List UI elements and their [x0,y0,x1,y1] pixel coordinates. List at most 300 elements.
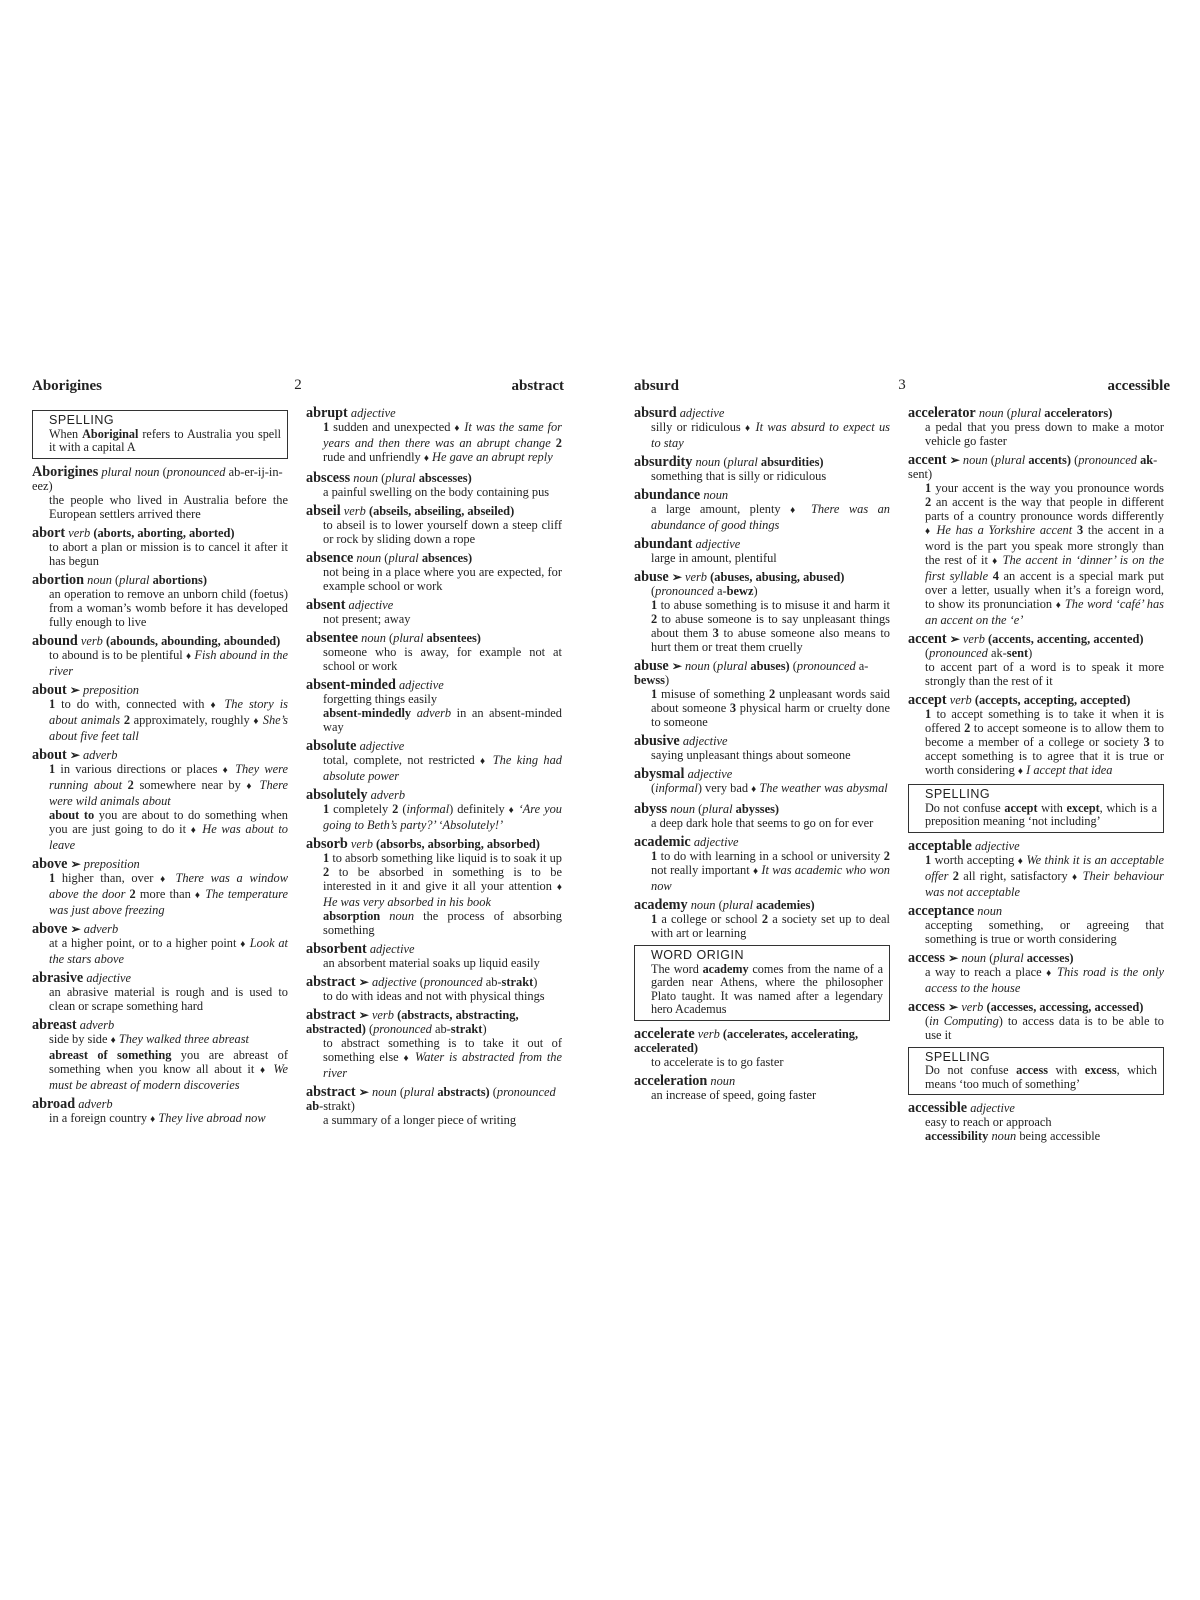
box-keyword: academy [702,961,749,976]
entry-acceptance [908,904,1164,946]
headword: abscess [306,470,351,486]
part-of-speech: adjective [682,734,728,748]
part-of-speech: preposition [82,682,139,697]
definition: an operation to remove an unborn child (foetus) from a woman’s womb before it has developed fully enough to live [49,586,288,629]
part-of-speech: adjective [86,970,132,985]
column-1 [32,406,288,1132]
sense-number: 1 [49,870,56,885]
headword: about [32,746,67,763]
pronunciation-stress: ak [1140,453,1154,467]
inflection-label: plural [119,572,150,587]
diamond-icon: ♦ [194,889,202,901]
definition-text: worth accepting [931,852,1018,867]
headword: abysmal [634,766,685,782]
pron-bracket: ( [789,659,797,673]
arrow-icon: ➢ [671,659,682,673]
definition-text: ) very bad [697,781,752,795]
entry-accent-noun [908,453,1164,627]
inflection-label: plural [385,471,416,485]
definition: large in amount, plentiful [651,551,777,565]
pron-bracket: ( [925,646,930,660]
headword: absolute [306,738,357,754]
definition-text: not really important [651,863,753,877]
entry-accelerate [634,1027,890,1069]
pron-label: pronounced [1078,453,1137,467]
part-of-speech: verb [962,632,985,646]
definition [49,697,288,743]
pron-bracket: ( [365,1022,374,1036]
diamond-icon: ♦ [745,423,752,434]
headword: acceleration [634,1072,708,1089]
part-of-speech: noun [962,453,988,467]
arrow-icon: ➢ [70,921,81,936]
part-of-speech: adjective [687,767,733,781]
definition [925,481,1164,627]
example: Fish abound in the river [49,647,288,678]
sense-number: 3 [712,626,719,640]
headword: about [32,681,67,698]
headword: absent-minded [306,677,396,693]
entry-above-adverb [32,922,288,966]
example: This road is the only access to the house [925,964,1164,995]
definition-text: to absorb something like liquid is to soak it up [329,851,562,865]
entry-abstract-adjective [306,975,562,1003]
sense-number: 1 [49,761,56,776]
diamond-icon: ♦ [403,1053,411,1064]
box-text: with [1047,1063,1085,1077]
pronunciation: ) [482,1022,487,1036]
entry-absolutely [306,788,562,832]
sense-number: 2 [925,495,932,509]
headword: abroad [32,1095,76,1112]
part-of-speech: adjective [974,838,1020,853]
diamond-icon: ♦ [246,780,254,792]
inflections: (abstracts, abstracting, abstracted) [306,1008,519,1036]
headword: accept [908,692,947,708]
headword: abusive [634,733,680,749]
entry-absorbent [306,942,562,970]
definition: the people who lived in Australia before the European settlers arrived there [49,492,288,521]
definition [925,853,1164,899]
sense-number: 1 [651,912,658,926]
subentry-definition: in an absent-minded way [323,706,562,734]
box-text: comes from the name of a garden near Athens, where the philosopher Plato taught. It was named after a legendary hero Academus [651,961,884,1016]
definition-text: side by side [49,1031,111,1046]
definition-text: physical harm or cruelty done to someone [651,701,890,729]
definition-text: the accent in a word is the part you speak more strongly than the rest of it [925,523,1164,567]
pronunciation: -sent) [908,453,1158,481]
box-title: WORD ORIGIN [651,948,744,962]
usage-label: informal [655,781,698,795]
pron-label: pronounced [423,975,483,989]
sense-number: 1 [925,481,932,495]
entry-abroad [32,1097,288,1127]
inflections: absurdities) [757,455,824,469]
definition-text: to abstract something is to take it out of something else [323,1036,562,1064]
definition-text: completely [329,802,393,816]
entry-about-adverb [32,748,288,852]
box-text: When [49,426,83,441]
entry-abreast [32,1018,288,1092]
inflections: (accelerates, accelerating, accelerated) [634,1026,859,1055]
part-of-speech: verb [80,633,103,648]
box-text: refers to Australia you spell it with a capital A [49,426,281,454]
sense-number: 2 [123,712,131,727]
definition: a painful swelling on the body containing pus [323,485,550,499]
definition [323,1036,562,1080]
pronunciation: ab- [431,1022,451,1036]
sense-number: 4 [992,569,999,583]
definition [49,1111,288,1127]
example: He was about to leave [49,821,289,852]
part-of-speech: adjective [369,942,415,956]
inflections: (accesses, accessing, accessed) [986,999,1144,1014]
part-of-speech: noun [695,455,721,469]
entry-accept [908,693,1164,779]
definition-text: sudden and unexpected [329,420,455,434]
headword: acceptance [908,902,975,919]
inflections: (aborts, aborting, aborted) [93,525,235,540]
part-of-speech: noun [353,471,379,485]
word-origin-box [634,945,890,1021]
definition [651,502,890,532]
sense-number: 2 [651,612,658,626]
diamond-icon: ♦ [508,805,515,816]
inflections: (accepts, accepting, accepted) [974,693,1131,707]
part-of-speech: adverb [79,1017,115,1032]
example: He has a Yorkshire accent [931,523,1073,537]
definition-text: an accent is the way that people in different parts of a country pronounce words differently [925,495,1164,523]
headword: abound [32,632,78,649]
arrow-icon: ➢ [949,632,960,646]
diamond-icon: ♦ [454,423,461,434]
part-of-speech: noun [356,551,382,565]
part-of-speech: noun [87,572,112,587]
part-of-speech: verb [949,693,972,707]
entry-absorb [306,837,562,937]
pronunciation-stress: strakt [501,975,534,989]
definition: not being in a place where you are expected, for example school or work [323,565,562,593]
sense-number: 2 [883,849,890,863]
definition: a deep dark hole that seems to go on for ever [651,816,874,830]
headword: acceptable [908,837,972,854]
subentry: accessibility [925,1129,989,1143]
sense-number: 2 [555,436,562,450]
definition: to abseil is to lower yourself down a steep cliff or rock by sliding down a rope [323,518,562,546]
headword: abyss [634,801,668,817]
part-of-speech: verb [350,837,373,851]
definition-text: a large amount, plenty [651,502,791,516]
definition-text: to be absorbed in something is to be interested in it and give it all your attention [323,865,562,893]
part-of-speech: noun [690,898,716,912]
entry-above-preposition [32,857,288,917]
definition [323,692,562,734]
entry-abortion [32,573,288,629]
definition [49,936,288,966]
definition [323,851,562,937]
headword: absolutely [306,787,368,803]
sense-number: 3 [1143,735,1150,749]
diamond-icon: ♦ [222,764,230,776]
spelling-box [32,410,288,459]
entry-abrupt [306,406,562,466]
pronunciation: ) [1028,646,1033,660]
example: It was the same for years and then there was an abrupt change [323,420,562,450]
label-bracket: ( [651,781,656,795]
definition-text: your accent is the way you pronounce words [931,481,1164,495]
pronunciation: ) [753,584,758,598]
pron-label: pronounced [929,646,988,660]
guide-word-first: absurd [634,378,680,394]
definition [651,781,890,797]
example: There was a window above the door [49,870,288,901]
inflection-bracket: ( [389,631,394,645]
subentry-definition: being accessible [1016,1129,1101,1143]
arrow-icon: ➢ [69,682,80,697]
diamond-icon: ♦ [752,866,759,877]
definition [651,420,890,450]
definition [49,648,288,678]
sense-number: 1 [925,852,932,867]
definition: an abrasive material is rough and is used to clean or scrape something hard [49,984,288,1013]
definition-text: to do with, connected with [55,696,211,711]
entry-aborigines [32,465,288,521]
headword: absorb [306,836,348,852]
inflection-label: plural [727,455,758,469]
part-of-speech: adjective [359,739,405,753]
part-of-speech: noun [361,631,386,645]
guide-word-first: Aborigines [32,378,103,394]
entry-acceptable [908,839,1164,899]
inflection-label: plural [393,631,424,645]
definition: to accelerate is to go faster [651,1054,784,1069]
sense-number: 1 [925,707,932,721]
arrow-icon: ➢ [69,747,80,762]
sense-number: 1 [323,851,330,865]
entry-abundance [634,488,890,532]
example: Look at the stars above [49,935,288,966]
headword: absentee [306,630,359,646]
part-of-speech: noun [977,903,1003,918]
usage-label: in Computing [929,1013,999,1028]
inflections: abortions) [149,572,207,587]
sense-number: 2 [761,912,769,926]
entry-abrasive [32,971,288,1013]
diamond-icon: ♦ [1017,766,1024,777]
pronunciation: a- [855,659,869,673]
sense-number: 1 [651,849,658,863]
entry-accent-verb [908,632,1164,688]
diamond-icon: ♦ [160,873,169,885]
example: The king had absolute power [323,753,562,783]
inflection-label: plural [994,453,1026,467]
running-head-left [32,378,564,400]
definition-text: to accept someone is to allow them to become a member of a college or society [925,721,1164,749]
pronunciation-stress: strakt [450,1022,483,1036]
definition-text: easy to reach or approach [925,1115,1052,1129]
part-of-speech: noun [684,659,710,673]
phrase-definition: you are about to do something when you are just going to do it [49,807,288,836]
definition: an absorbent material soaks up liquid easily [323,956,540,970]
pronunciation: a- [713,584,727,598]
sense-number: 1 [323,420,330,434]
definition-text: to accept something is to take it when it is offered [925,707,1164,735]
definition-text: ) to access data is to be able to use it [925,1013,1165,1042]
arrow-icon: ➢ [671,570,682,584]
definition [925,965,1164,995]
definition-text: an accent is a special mark put over a letter, usually when it’s a foreign word, to show its pronunciation [925,569,1164,611]
phrase: about to [49,807,95,822]
headword: accelerator [908,405,976,421]
diamond-icon: ♦ [556,882,562,893]
inflection-bracket: ( [384,551,389,565]
subentry: absent-mindedly [323,706,412,720]
box-keyword: Aboriginal [82,426,139,441]
pron-label: pronounced [655,584,714,598]
inflections: absentees) [423,631,481,645]
part-of-speech: adjective [371,975,417,989]
part-of-speech: verb [371,1008,394,1022]
part-of-speech: noun [371,1085,397,1099]
headword: abuse [634,569,669,585]
box-text: , which means ‘too much of something’ [925,1063,1158,1091]
part-of-speech: verb [684,570,708,584]
entry-about-preposition [32,683,288,743]
inflection-bracket: ( [990,453,995,467]
part-of-speech: noun [389,909,415,923]
sense-number: 1 [651,598,658,612]
example: There was an abundance of good things [651,502,890,532]
part-of-speech: noun [710,1073,736,1088]
inflection-label: plural [388,551,419,565]
entry-abusive [634,734,890,762]
definition-text: to accent part of a word is to speak it more strongly than the rest of it [925,660,1164,688]
box-title: SPELLING [925,787,991,801]
sense-number: 2 [323,865,330,879]
part-of-speech: adjective [398,678,444,692]
spelling-box [908,784,1164,833]
definition: a pedal that you press down to make a motor vehicle go faster [925,420,1164,448]
entry-abysmal [634,767,890,797]
inflection-label: plural [702,802,733,816]
diamond-icon: ♦ [185,650,192,662]
example: We think it is an acceptable offer [925,852,1165,883]
definition-text: misuse of something [657,687,769,701]
entry-accessible [908,1101,1164,1143]
headword: absorbent [306,941,367,957]
sense-number: 2 [952,868,959,883]
example: The word ‘café’ has an accent on the ‘e’ [925,597,1165,627]
definition-text: approximately, roughly [130,712,254,727]
inflections: abysses) [732,802,780,816]
pronunciation: -strakt) [319,1099,355,1113]
part-of-speech: adverb [416,706,452,720]
entry-absence [306,551,562,593]
headword: absurdity [634,454,693,470]
inflection-label: plural [722,898,754,912]
pronunciation: ) [533,975,538,989]
spelling-box [908,1047,1164,1096]
left-page [32,378,564,1132]
box-text: , which is a preposition meaning ‘not including’ [925,800,1158,828]
headword: abuse [634,658,669,674]
diamond-icon: ♦ [992,556,999,567]
column-4 [908,406,1164,1148]
entry-absurd [634,406,890,450]
running-head-right [634,378,1170,400]
part-of-speech: adverb [78,1096,113,1111]
headword: abundance [634,487,701,503]
label-bracket: ( [925,1013,930,1028]
pron-label: pronounced [166,464,226,479]
example: He gave an abrupt reply [428,450,553,464]
headword: absurd [634,405,677,421]
inflection-bracket: ( [381,471,386,485]
pronunciation-stress: ab [306,1099,320,1113]
inflections: accesses) [1023,950,1074,965]
headword: abrasive [32,969,84,986]
diamond-icon: ♦ [150,1113,156,1125]
arrow-icon: ➢ [70,856,81,871]
part-of-speech: adjective [679,406,725,420]
example: We must be abreast of modern discoveries [49,1061,288,1092]
entry-absent [306,598,562,626]
headword: abrupt [306,405,348,421]
definition: someone who is away, for example not at school or work [323,645,562,673]
headword: abstract [306,1084,356,1100]
box-title: SPELLING [49,413,115,427]
definition [651,584,890,654]
box-text: Do not confuse [925,800,1005,815]
definition-text: to abuse something is to misuse it and harm it [657,598,890,612]
part-of-speech: adverb [370,788,406,802]
inflections: abuses) [747,659,790,673]
pron-bracket: ( [162,464,167,479]
part-of-speech: verb [343,504,366,518]
entry-abundant [634,537,890,565]
inflection-bracket: ( [698,802,703,816]
right-page [634,378,1170,1148]
definition-text: a way to reach a place [925,964,1047,979]
example: They live abroad now [155,1110,266,1125]
headword: absent [306,597,346,613]
inflection-bracket: ( [718,898,723,912]
subentry: absorption [323,909,381,923]
phrase-definition: you are abreast of something when you know all about it [49,1047,288,1076]
inflections: (abuses, abusing, abused) [710,570,845,584]
inflections: abscesses) [415,471,472,485]
sense-number: 2 [964,721,971,735]
entry-absent-minded [306,678,562,734]
part-of-speech: verb [68,525,91,540]
definition-text: more than [135,886,195,901]
definition [323,420,562,466]
definition-text: somewhere near by [133,777,247,792]
definition-text: rude and unfriendly [323,450,424,464]
part-of-speech: noun [978,406,1004,420]
diamond-icon: ♦ [1017,855,1024,867]
inflection-bracket: ( [723,455,728,469]
definition [651,849,890,893]
pron-bracket: ( [489,1085,497,1099]
part-of-speech: verb [961,999,984,1014]
entry-access-verb [908,1000,1164,1042]
pronunciation: ) [664,673,670,687]
entry-abound [32,634,288,678]
example: The story is about animals [49,696,288,727]
definition [651,912,890,940]
headword: academy [634,897,688,913]
